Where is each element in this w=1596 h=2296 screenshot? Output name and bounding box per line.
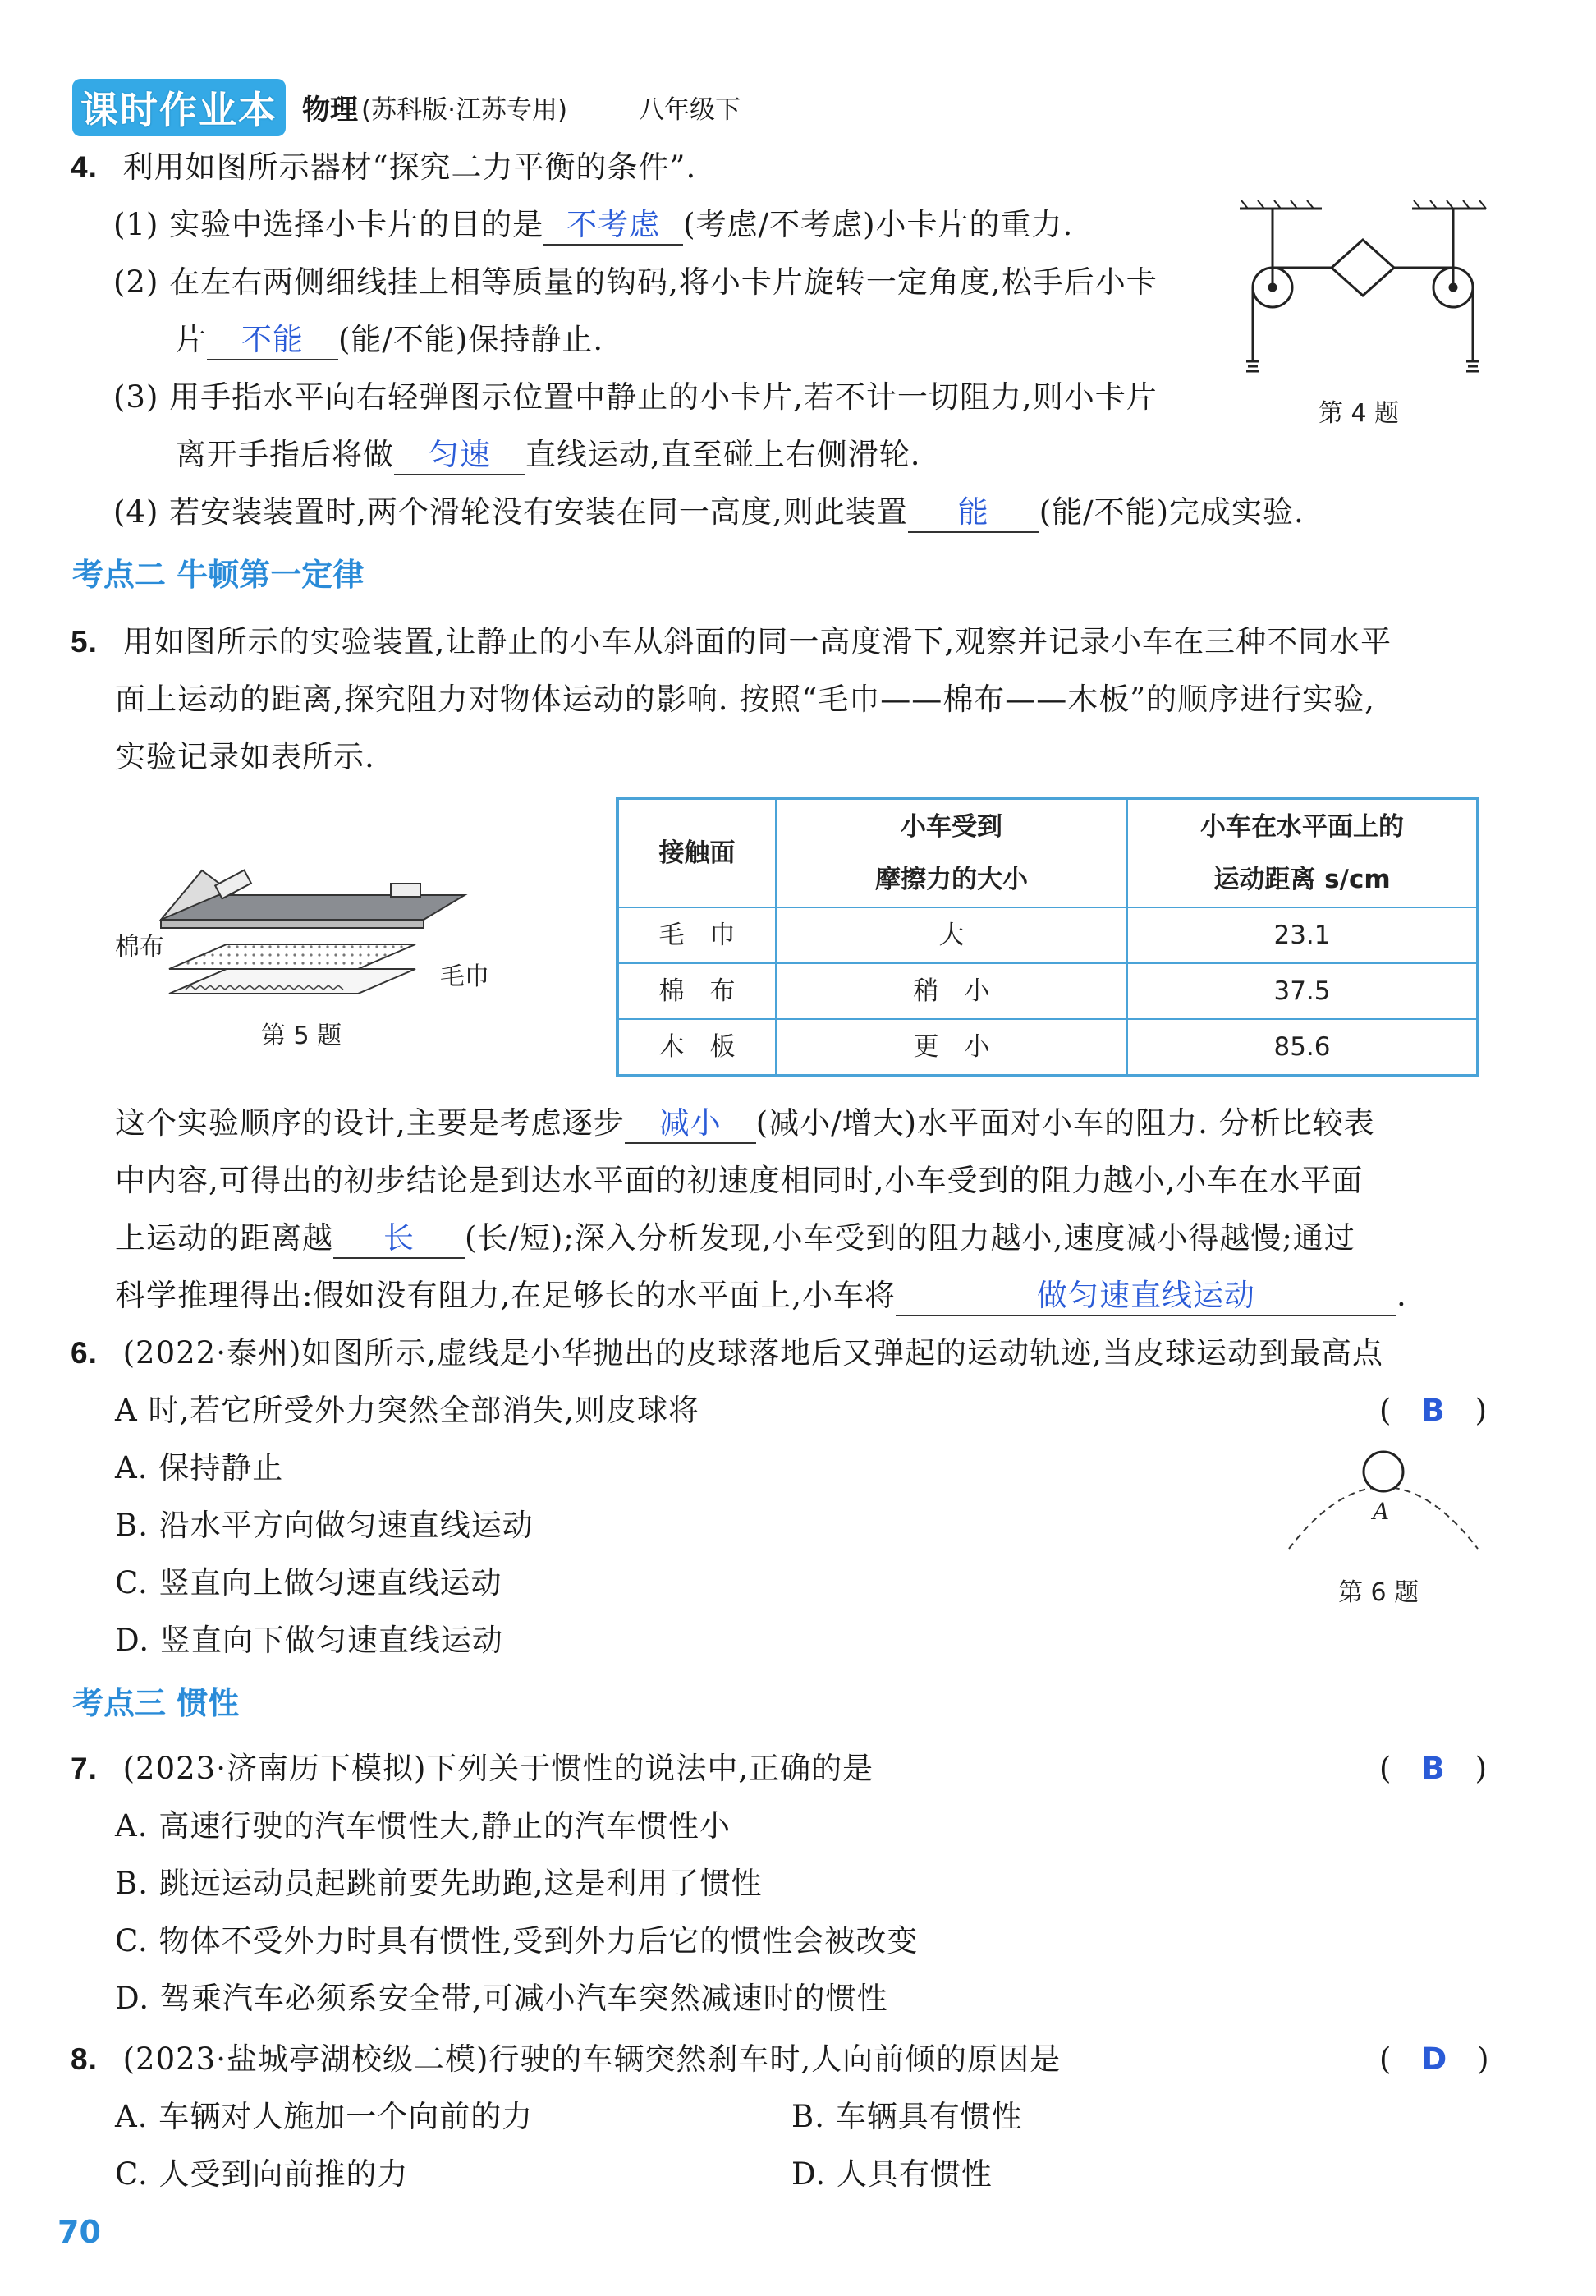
table-cell: 木 板 bbox=[618, 1019, 776, 1075]
q5-stem-3: 实验记录如表所示. bbox=[115, 739, 375, 774]
q5-analysis-4-end: . bbox=[1396, 1278, 1407, 1313]
q5-analysis-1-text: 这个实验顺序的设计,主要是考虑逐步 bbox=[115, 1105, 625, 1141]
q4-part3b bbox=[176, 434, 921, 476]
q6-number: 6. bbox=[71, 1336, 98, 1370]
section-title-3: 考点三 惯性 bbox=[72, 1685, 240, 1721]
q5-analysis-3-text: 上运动的距离越 bbox=[115, 1220, 333, 1256]
table-cell: 85.6 bbox=[1127, 1019, 1477, 1075]
q8-answer-bracket: ( D ) bbox=[1379, 2041, 1489, 2077]
q4-part2-options: (能/不能)保持静止. bbox=[338, 322, 604, 357]
q6-option-c: C. 竖直向上做匀速直线运动 bbox=[115, 1565, 502, 1600]
q4-part2b bbox=[176, 319, 603, 361]
q5-stem-1 bbox=[71, 621, 1392, 664]
header-logo: 课时作业本 bbox=[72, 79, 286, 136]
q7-number: 7. bbox=[71, 1752, 98, 1785]
table-cell: 棉 布 bbox=[618, 963, 776, 1019]
page-number: 70 bbox=[57, 2214, 101, 2250]
q4-part1-answer: 不考虑 bbox=[543, 206, 683, 246]
q5-table-header-distance bbox=[1127, 799, 1477, 907]
q5-table-header-surface: 接触面 bbox=[618, 799, 776, 907]
q4-number: 4. bbox=[71, 150, 98, 184]
q4-part2 bbox=[113, 261, 1158, 304]
q4-stem-text: 利用如图所示器材“探究二力平衡的条件”. bbox=[122, 149, 697, 185]
header-edition: (苏科版·江苏专用) bbox=[361, 95, 568, 125]
section-title-2: 考点二 牛顿第一定律 bbox=[72, 557, 365, 593]
q8-number: 8. bbox=[71, 2042, 98, 2076]
q5-analysis-4-text: 科学推理得出:假如没有阻力,在足够长的水平面上,小车将 bbox=[115, 1278, 896, 1313]
q5-answer-3: 做匀速直线运动 bbox=[896, 1277, 1396, 1316]
q5-analysis-4 bbox=[115, 1274, 1407, 1317]
q7-option-c: C. 物体不受外力时具有惯性,受到外力后它的惯性会被改变 bbox=[115, 1923, 919, 1958]
q5-number: 5. bbox=[71, 625, 98, 659]
q4-part3-answer: 匀速 bbox=[394, 436, 525, 475]
q5-analysis-1-options: (减小/增大)水平面对小车的阻力. 分析比较表 bbox=[755, 1105, 1375, 1141]
q4-part2b-text: 片 bbox=[176, 322, 207, 357]
q6-option-b: B. 沿水平方向做匀速直线运动 bbox=[115, 1508, 534, 1543]
q5-table-header-friction-line1: 小车受到 bbox=[901, 812, 1002, 842]
q4-part4 bbox=[113, 491, 1305, 534]
table-cell: 23.1 bbox=[1127, 907, 1477, 963]
q5-table-header bbox=[618, 799, 1477, 907]
q5-analysis-3-options: (长/短);深入分析发现,小车受到的阻力越小,速度减小得越慢;通过 bbox=[465, 1220, 1355, 1256]
q6-answer: B bbox=[1421, 1393, 1445, 1428]
q4-part1 bbox=[113, 204, 1073, 246]
q7-answer: B bbox=[1421, 1751, 1445, 1786]
q8-stem bbox=[71, 2038, 1061, 2081]
table-cell: 毛 巾 bbox=[618, 907, 776, 963]
q5-figure-label-towel: 毛巾 bbox=[440, 962, 489, 991]
q7-stem bbox=[71, 1747, 874, 1790]
table-cell: 更 小 bbox=[776, 1019, 1127, 1075]
q5-figure bbox=[153, 846, 481, 1010]
table-cell: 37.5 bbox=[1127, 963, 1477, 1019]
q7-answer-bracket: ( B ) bbox=[1379, 1751, 1488, 1786]
q4-figure bbox=[1231, 197, 1494, 386]
table-row bbox=[618, 907, 1477, 963]
q5-table-header-friction bbox=[776, 799, 1127, 907]
q5-table-header-distance-line1: 小车在水平面上的 bbox=[1200, 812, 1404, 842]
q6-stem-1 bbox=[71, 1332, 1383, 1375]
q4-part2-text: (2) 在左右两侧细线挂上相等质量的钩码,将小卡片旋转一定角度,松手后小卡 bbox=[113, 264, 1158, 300]
table-row bbox=[618, 1019, 1477, 1075]
q8-option-c: C. 人受到向前推的力 bbox=[115, 2156, 409, 2192]
q5-answer-2: 长 bbox=[333, 1219, 465, 1259]
q4-part4-text: (4) 若安装装置时,两个滑轮没有安装在同一高度,则此装置 bbox=[113, 494, 908, 530]
q8-option-b: B. 车辆具有惯性 bbox=[791, 2099, 1023, 2134]
q5-analysis-3 bbox=[115, 1217, 1355, 1260]
q4-part4-answer: 能 bbox=[908, 494, 1039, 533]
q8-option-d: D. 人具有惯性 bbox=[791, 2156, 993, 2192]
q8-option-a: A. 车辆对人施加一个向前的力 bbox=[115, 2099, 534, 2134]
q6-caption: 第 6 题 bbox=[1338, 1578, 1419, 1607]
header-subject: 物理 bbox=[302, 94, 358, 126]
q5-table-header-friction-line2: 摩擦力的大小 bbox=[875, 865, 1028, 894]
table-cell: 稍 小 bbox=[776, 963, 1127, 1019]
q4-part2-answer: 不能 bbox=[207, 321, 338, 360]
q7-option-b: B. 跳远运动员起跳前要先助跑,这是利用了惯性 bbox=[115, 1866, 763, 1901]
q6-option-a: A. 保持静止 bbox=[115, 1450, 284, 1486]
q5-figure-label-cotton: 棉布 bbox=[115, 933, 164, 962]
q5-stem-text-1: 用如图所示的实验装置,让静止的小车从斜面的同一高度滑下,观察并记录小车在三种不同水平 bbox=[122, 624, 1392, 659]
q6-stem-text-1: (2022·泰州)如图所示,虚线是小华抛出的皮球落地后又弹起的运动轨迹,当皮球运动到最高点 bbox=[122, 1335, 1383, 1371]
q7-stem-text: (2023·济南历下模拟)下列关于惯性的说法中,正确的是 bbox=[122, 1751, 874, 1786]
table-row bbox=[618, 963, 1477, 1019]
q6-option-d: D. 竖直向下做匀速直线运动 bbox=[115, 1623, 503, 1658]
q8-stem-text: (2023·盐城亭湖校级二模)行驶的车辆突然刹车时,人向前倾的原因是 bbox=[122, 2041, 1062, 2077]
q4-caption: 第 4 题 bbox=[1319, 399, 1400, 428]
q6-stem-2: A 时,若它所受外力突然全部消失,则皮球将 bbox=[115, 1393, 700, 1428]
q4-part1-text: (1) 实验中选择小卡片的目的是 bbox=[113, 207, 544, 242]
q8-answer: D bbox=[1421, 2041, 1447, 2077]
q5-table-header-distance-line2: 运动距离 s/cm bbox=[1213, 865, 1391, 894]
q7-option-a: A. 高速行驶的汽车惯性大,静止的汽车惯性小 bbox=[115, 1808, 732, 1844]
q4-part1-options: (考虑/不考虑)小卡片的重力. bbox=[683, 207, 1074, 242]
q4-part3 bbox=[113, 376, 1158, 419]
q7-option-d: D. 驾乘汽车必须系安全带,可减小汽车突然减速时的惯性 bbox=[115, 1981, 888, 2016]
q5-table bbox=[617, 798, 1478, 1076]
q4-part3-options: 直线运动,直至碰上右侧滑轮. bbox=[525, 437, 921, 472]
q5-analysis-2: 中内容,可得出的初步结论是到达水平面的初速度相同时,小车受到的阻力越小,小车在水平面 bbox=[115, 1163, 1364, 1198]
q5-answer-1: 减小 bbox=[625, 1104, 756, 1144]
q5-stem-2: 面上运动的距离,探究阻力对物体运动的影响. 按照“毛巾——棉布——木板”的顺序进行实验, bbox=[115, 682, 1375, 717]
q4-part3b-text: 离开手指后将做 bbox=[176, 437, 394, 472]
table-cell: 大 bbox=[776, 907, 1127, 963]
q4-part4-options: (能/不能)完成实验. bbox=[1039, 494, 1305, 530]
q4-stem bbox=[71, 146, 696, 189]
q4-part3-text: (3) 用手指水平向右轻弹图示位置中静止的小卡片,若不计一切阻力,则小卡片 bbox=[113, 379, 1158, 415]
q6-answer-bracket: ( B ) bbox=[1379, 1393, 1488, 1428]
q5-caption: 第 5 题 bbox=[261, 1022, 342, 1050]
q6-figure-label: A bbox=[1373, 1498, 1390, 1525]
q5-analysis-1 bbox=[115, 1102, 1375, 1145]
header-grade: 八年级下 bbox=[639, 95, 741, 125]
